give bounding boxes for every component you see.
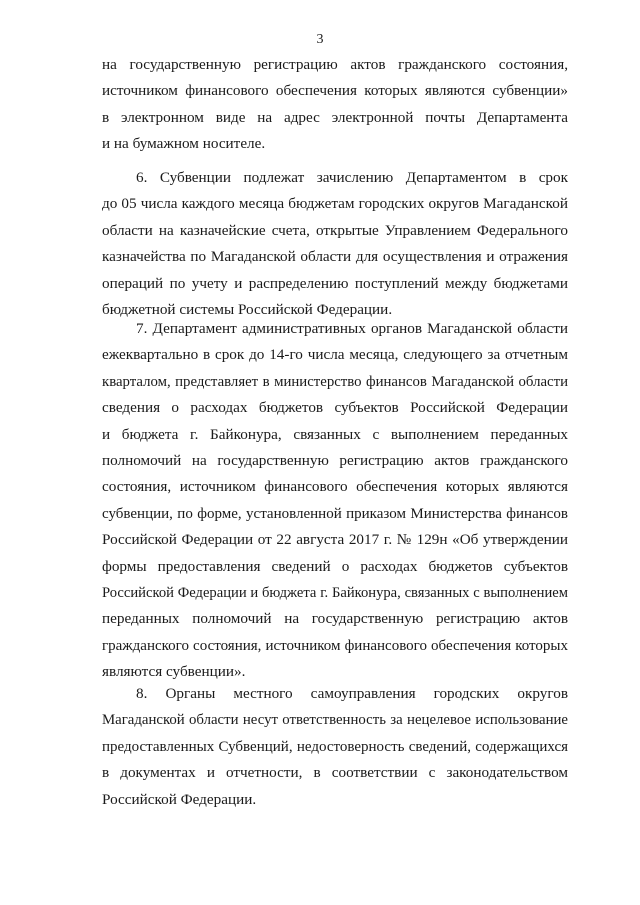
text-line: на государственную регистрацию актов гражданского состояния, <box>102 56 568 73</box>
text-line: ежеквартально в срок до 14-го числа месяца, следующего за отчетным <box>102 346 568 364</box>
text-line: в документах и отчетности, в соответствии с законодательством <box>102 764 568 782</box>
text-line: Российской Федерации от 22 августа 2017 г. № 129н «Об утверждении <box>102 531 568 549</box>
text-line: и на бумажном носителе. <box>102 135 266 153</box>
text-line: предоставленных Субвенций, недостоверность сведений, содержащихся <box>102 738 568 755</box>
text-line: субвенции, по форме, установленной приказом Министерства финансов <box>102 505 568 522</box>
paragraph-item-7 <box>102 316 568 685</box>
text-line: Магаданской области несут ответственность за нецелевое использование <box>102 712 568 729</box>
text-line: казначейства по Магаданской области для осуществления и отражения <box>102 248 568 266</box>
text-line: 8. Органы местного самоуправления городских округов <box>136 685 568 702</box>
text-line: Российской Федерации. <box>102 790 257 808</box>
text-line: Российской Федерации и бюджета г. Байконура, связанных с выполнением <box>102 584 568 601</box>
text-line: области на казначейские счета, открытые Управлением Федерального <box>102 221 568 239</box>
text-line: гражданского состояния, источником финансового обеспечения которых <box>102 637 568 654</box>
text-line: являются субвенции». <box>102 663 246 681</box>
text-line: полномочий на государственную регистрацию актов гражданского <box>102 451 568 469</box>
page-number: 3 <box>316 32 324 47</box>
text-line: до 05 числа каждого месяца бюджетам городских округов Магаданской <box>102 195 568 213</box>
text-line: переданных полномочий на государственную регистрацию актов <box>102 610 568 628</box>
text-line: 6. Субвенции подлежат зачислению Департаментом в срок <box>136 169 568 186</box>
paragraph-item-8 <box>102 681 568 813</box>
paragraph-continuation <box>102 52 568 158</box>
text-line: источником финансового обеспечения которых являются субвенции» <box>102 82 568 100</box>
text-line: кварталом, представляет в министерство финансов Магаданской области <box>102 373 568 390</box>
text-line: бюджетной системы Российской Федерации. <box>102 300 393 318</box>
text-line: и бюджета г. Байконура, связанных с выполнением переданных <box>102 425 568 443</box>
text-line: состояния, источником финансового обеспечения которых являются <box>102 478 568 496</box>
text-line: в электронном виде на адрес электронной почты Департамента <box>102 108 568 126</box>
text-line: операций по учету и распределению поступлений между бюджетами <box>102 274 568 292</box>
text-line: 7. Департамент административных органов Магаданской области <box>136 320 568 337</box>
text-line: сведения о расходах бюджетов субъектов Российской Федерации <box>102 399 568 417</box>
paragraph-item-6 <box>102 165 568 323</box>
text-line: формы предоставления сведений о расходах бюджетов субъектов <box>102 557 568 575</box>
